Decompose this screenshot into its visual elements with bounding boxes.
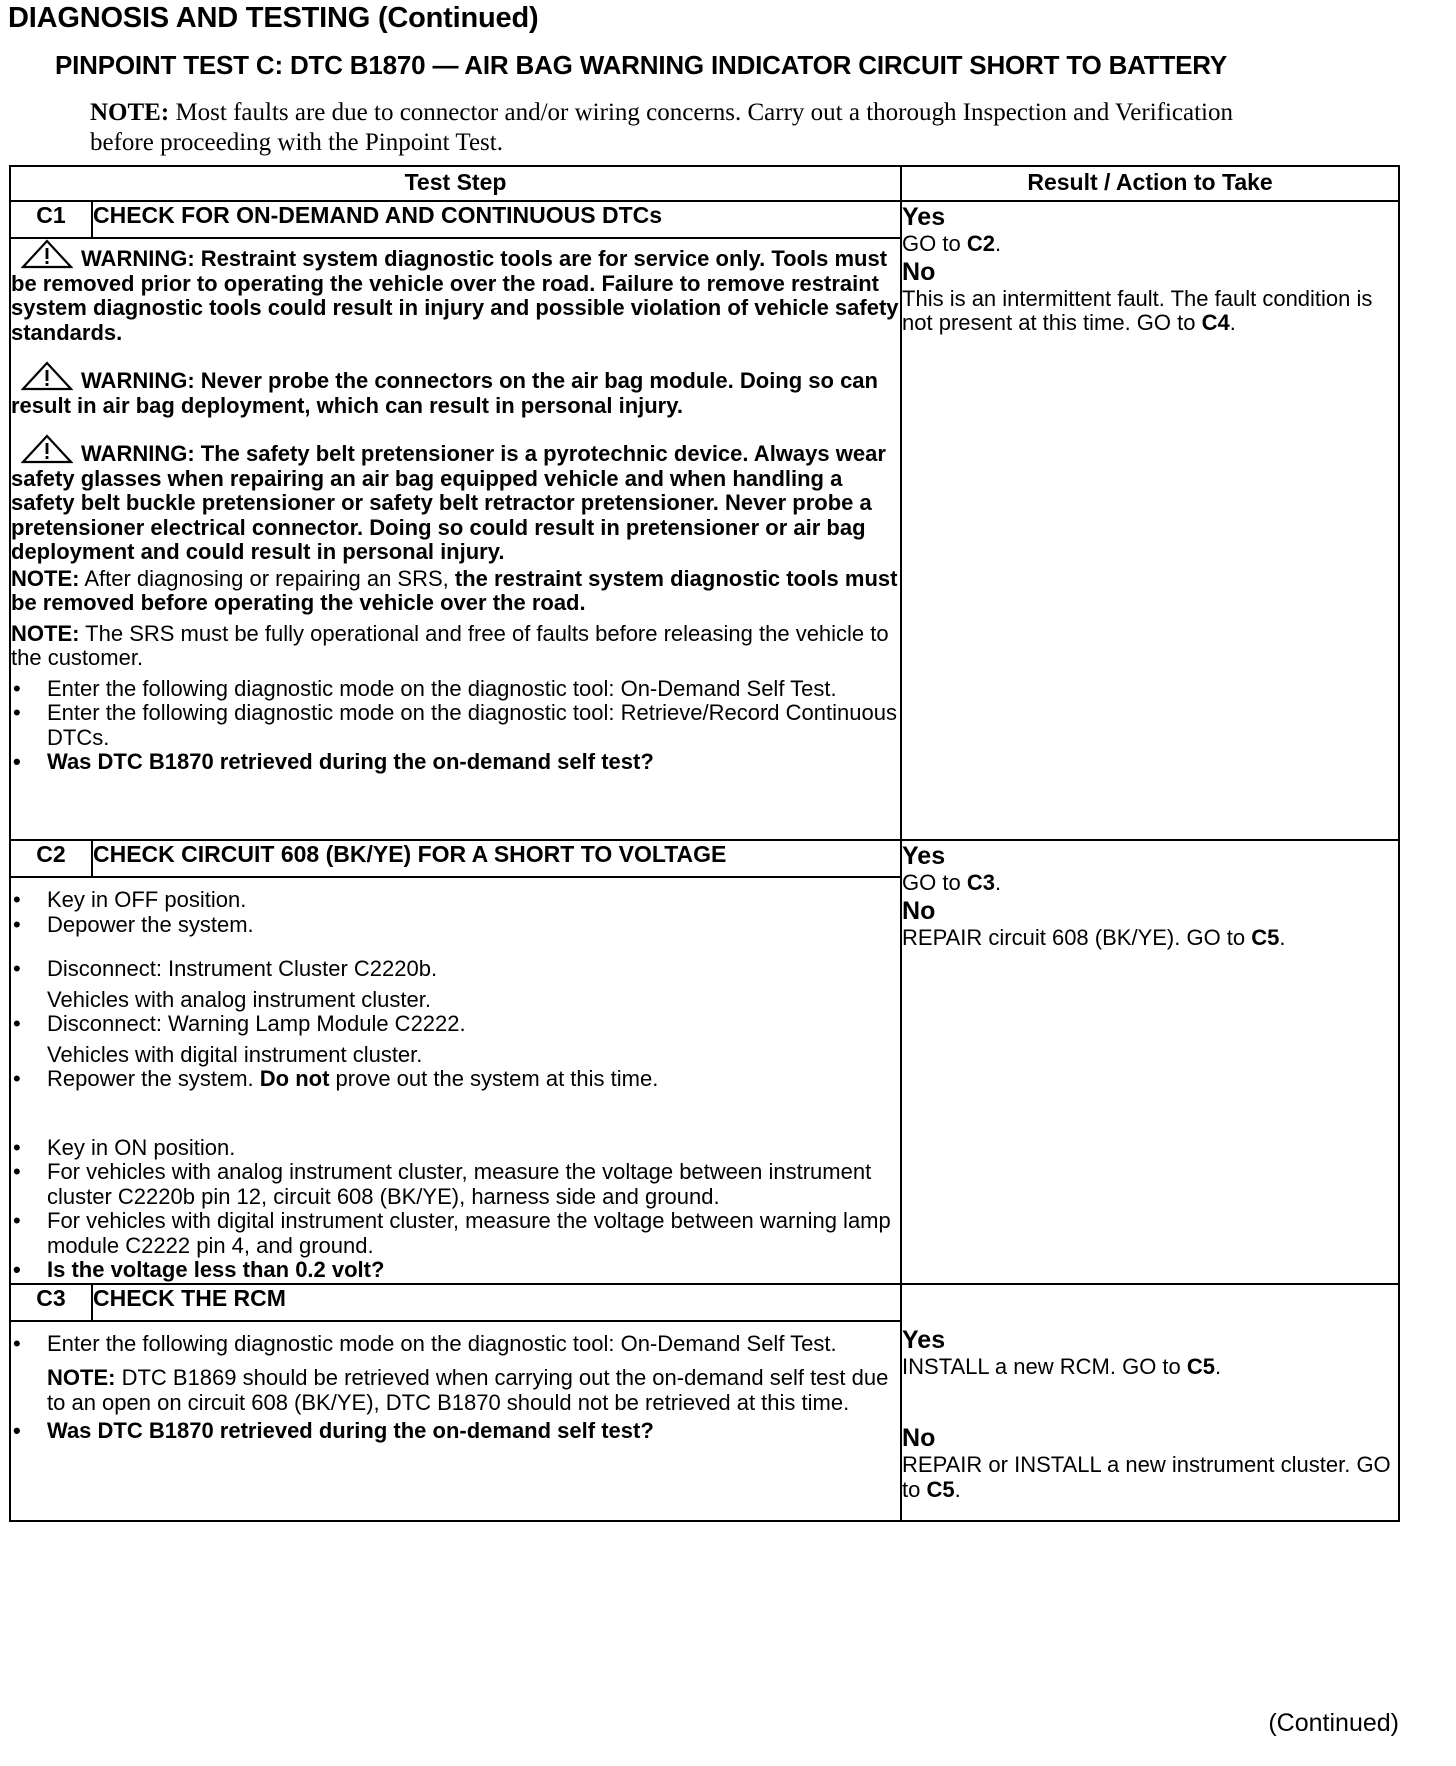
result-c1 (901, 201, 1399, 840)
c3-steps-list (11, 1332, 900, 1357)
link-c4[interactable]: C4 (1201, 310, 1230, 335)
note-c3: NOTE: DTC B1869 should be retrieved when carrying out the on-demand self test due to an open on circuit 608 (BK/YE), DTC B1870 should not be retrieved at this time. (47, 1365, 889, 1415)
pinpoint-test-title: PINPOINT TEST C: DTC B1870 — AIR BAG WARNING INDICATOR CIRCUIT SHORT TO BATTERY (55, 50, 1228, 80)
result-c3-yes-label: Yes (902, 1325, 946, 1354)
c3-steps-list-2 (11, 1419, 900, 1444)
header-result: Result / Action to Take (901, 166, 1399, 201)
step-body-c3 (10, 1321, 901, 1521)
c2-steps-list (11, 888, 900, 937)
warning-triangle-icon (21, 434, 73, 464)
sub-note: Vehicles with analog instrument cluster. (47, 986, 431, 1012)
warning-2: WARNING: Never probe the connectors on the air bag module. Doing so can result in air bag deployment, which can result in personal injury. (11, 361, 900, 418)
result-c2 (901, 840, 1399, 1284)
c2-steps-list-3 (11, 1012, 900, 1037)
page-title: DIAGNOSIS AND TESTING (Continued) (8, 2, 539, 34)
result-c3 (901, 1284, 1399, 1521)
step-id-c2: C2 (10, 840, 92, 877)
warning-1: WARNING: Restraint system diagnostic tools are for service only. Tools must be removed prior to operating the vehicle over the road. Failure to remove restraint system diagnostic tools could result in injury and possible violation of vehicle safety standards. (11, 239, 900, 345)
step-body-c2 (10, 877, 901, 1284)
list-item: • Depower the system. (11, 913, 900, 938)
result-c1-yes-action: GO to C2. (902, 231, 1002, 256)
step-id-c3: C3 (10, 1284, 92, 1321)
warning-3: WARNING: The safety belt pretensioner is a pyrotechnic device. Always wear safety glasses when repairing an air bag equipped vehicle and when handling a safety belt buckle pretensioner or safety belt retractor pretensioner. Never probe a pretensioner electrical connector. Doing so could result in pretensioner or air bag deployment and could result in personal injury. (11, 434, 900, 565)
link-c5[interactable]: C5 (1186, 1353, 1216, 1379)
result-c2-no-label: No (902, 896, 936, 925)
step-id-c1: C1 (10, 201, 92, 238)
list-item: • Enter the following diagnostic mode on the diagnostic tool: Retrieve/Record Continuous DTCs. (11, 701, 900, 750)
table-header-row (10, 166, 1399, 201)
c2-steps-list-5 (11, 1136, 900, 1283)
step-row-c2 (10, 840, 1399, 877)
link-c5[interactable]: C5 (926, 1476, 955, 1502)
result-c3-no-action: REPAIR or INSTALL a new instrument cluster. GO to C5. (902, 1452, 1391, 1502)
link-c5[interactable]: C5 (1251, 924, 1280, 950)
link-c2[interactable]: C2 (966, 231, 995, 256)
list-item: • Enter the following diagnostic mode on the diagnostic tool: On-Demand Self Test. (11, 1332, 900, 1357)
c1-steps-list (11, 677, 900, 775)
link-c3[interactable]: C3 (966, 870, 995, 895)
step-body-c1 (10, 238, 901, 840)
result-c3-no-label: No (902, 1424, 936, 1452)
warning-triangle-icon (21, 361, 73, 391)
result-c3-yes-action: INSTALL a new RCM. GO to C5. (902, 1353, 1222, 1379)
header-test-step: Test Step (10, 166, 901, 201)
sub-note: Vehicles with digital instrument cluster. (47, 1041, 423, 1067)
result-c2-yes-action: GO to C3. (902, 870, 1002, 895)
intro-note-text: Most faults are due to connector and/or wiring concerns. Carry out a thorough Inspection and Verification before proceeding with the Pinpoint Test. (90, 99, 1234, 156)
list-item: • Disconnect: Warning Lamp Module C2222. (11, 1012, 900, 1037)
result-c2-no-action: REPAIR circuit 608 (BK/YE). GO to C5. (902, 924, 1286, 950)
note-c1-2: NOTE: The SRS must be fully operational and free of faults before releasing the vehicle to the customer. (11, 620, 889, 670)
list-item: • Was DTC B1870 retrieved during the on-demand self test? (11, 1419, 900, 1444)
c2-steps-list-4 (11, 1067, 900, 1092)
warning-triangle-icon (21, 239, 73, 269)
list-item: • Was DTC B1870 retrieved during the on-demand self test? (11, 750, 900, 775)
intro-note-label: NOTE: (90, 99, 170, 126)
list-item: • Key in OFF position. (11, 888, 900, 913)
step-title-c2: CHECK CIRCUIT 608 (BK/YE) FOR A SHORT TO VOLTAGE (92, 840, 901, 877)
result-c1-yes-label: Yes (902, 203, 946, 231)
list-item: • Disconnect: Instrument Cluster C2220b. (11, 957, 900, 982)
continued-label: (Continued) (1268, 1709, 1399, 1737)
step-title-c1: CHECK FOR ON-DEMAND AND CONTINUOUS DTCs (92, 201, 901, 238)
step-row-c1 (10, 201, 1399, 238)
list-item: • For vehicles with analog instrument cluster, measure the voltage between instrument cluster C2220b pin 12, circuit 608 (BK/YE), harness side and ground. (11, 1160, 900, 1209)
pinpoint-test-table (9, 165, 1400, 1522)
list-item: • Repower the system. Do not prove out the system at this time. (11, 1067, 900, 1092)
intro-note (90, 98, 1240, 158)
step-title-c3: CHECK THE RCM (92, 1284, 901, 1321)
list-item: • Is the voltage less than 0.2 volt? (11, 1258, 900, 1283)
result-c2-yes-label: Yes (902, 842, 946, 870)
note-c1-1: NOTE: After diagnosing or repairing an SRS, the restraint system diagnostic tools must be removed before operating the vehicle over the road. (11, 565, 898, 615)
list-item: • Enter the following diagnostic mode on the diagnostic tool: On-Demand Self Test. (11, 677, 900, 702)
list-item: • For vehicles with digital instrument cluster, measure the voltage between warning lamp module C2222 pin 4, and ground. (11, 1209, 900, 1258)
result-c1-no-action: This is an intermittent fault. The fault condition is not present at this time. GO to C4. (902, 285, 1373, 335)
step-row-c3 (10, 1284, 1399, 1321)
c2-steps-list-2 (11, 957, 900, 982)
result-c1-no-label: No (902, 257, 936, 286)
list-item: • Key in ON position. (11, 1136, 900, 1161)
